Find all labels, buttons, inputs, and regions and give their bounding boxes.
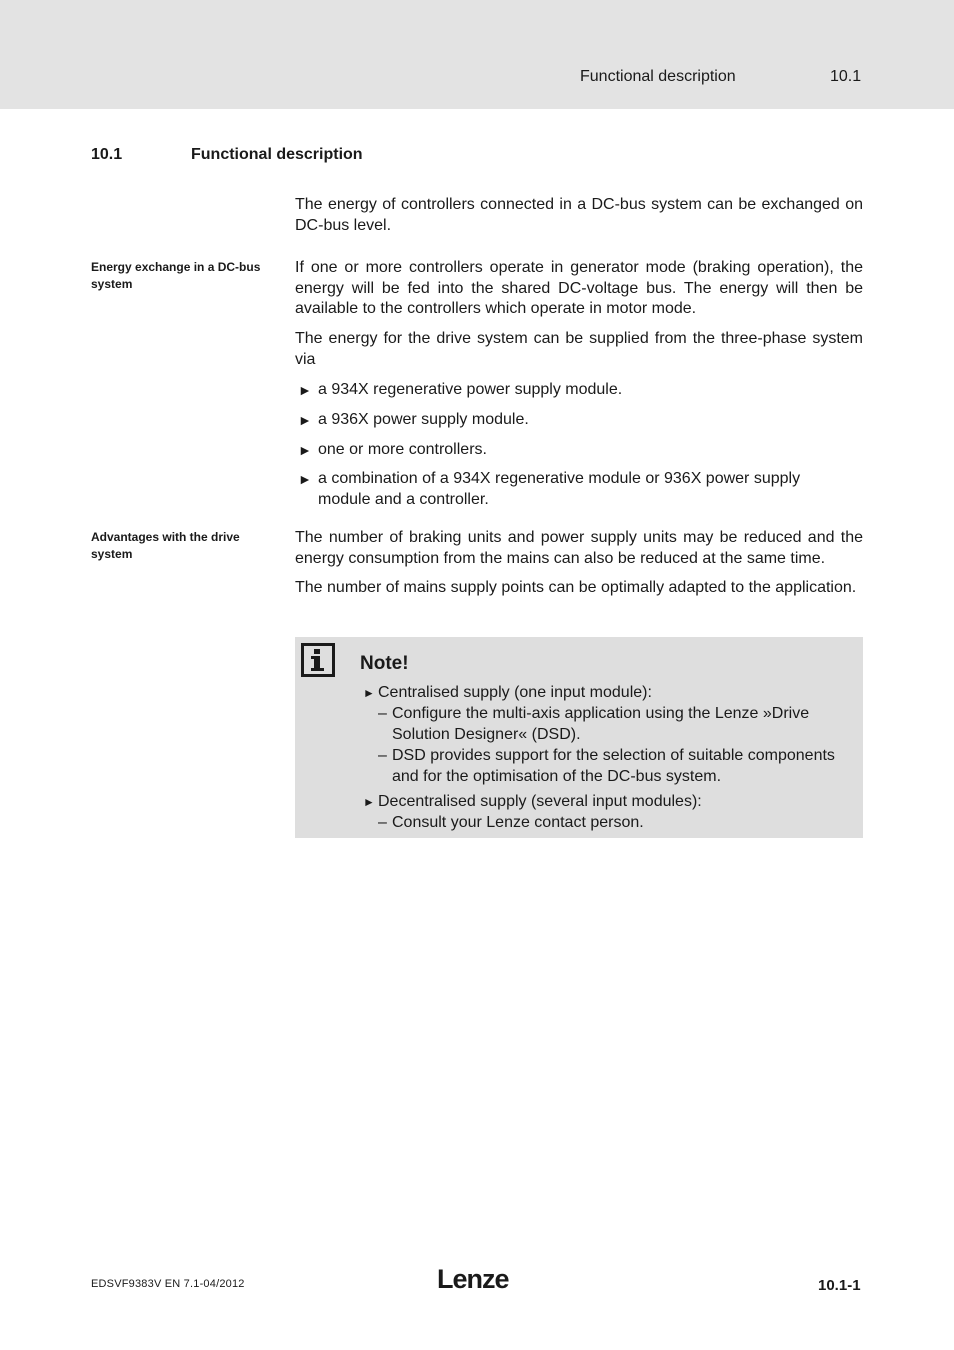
bullet-arrow-icon: ► (298, 382, 312, 398)
page-number: 10.1-1 (818, 1277, 861, 1294)
advantages-paragraph: The number of braking units and power supply units may be reduced and the energy consumption from the mains can also be reduced at the same time. (295, 529, 863, 567)
bullet-arrow-icon: ► (298, 412, 312, 428)
dash-marker: – (378, 747, 387, 764)
header-title: Functional description (580, 68, 736, 85)
info-icon (301, 643, 335, 677)
section-number: 10.1 (91, 146, 123, 163)
list-item: ► a 934X regenerative power supply module. (298, 380, 858, 401)
header-section-number: 10.1 (830, 68, 862, 85)
margin-label-energy-exchange: Energy exchange in a DC-bus system (91, 260, 261, 291)
mains-supply-paragraph: The number of mains supply points can be optimally adapted to the application. (295, 579, 857, 596)
note-box: Note! ► Centralised supply (one input module): – Configure the multi-axis application using the Lenze »Drive Solution Designer« (DSD). – DSD provides support for the selection of suitable components and for the optimisation of the DC-bus system. ► Decentralised supply (several input modules): – Consult your Lenze contact person. (295, 637, 863, 838)
dash-marker: – (378, 705, 387, 722)
bullet-arrow-icon: ► (363, 686, 375, 700)
lenze-logo: Lenze (437, 1264, 509, 1294)
dash-marker: – (378, 814, 387, 831)
section-title: Functional description (191, 146, 363, 163)
footer-document-id: EDSVF9383V EN 7.1-04/2012 (91, 1278, 245, 1290)
energy-exchange-paragraph: If one or more controllers operate in generator mode (braking operation), the energy will be fed into the shared DC-voltage bus. The energy will then be available to the controllers which operate in motor mode. (295, 259, 863, 317)
bullet-arrow-icon: ► (363, 795, 375, 809)
intro-paragraph: The energy of controllers connected in a DC-bus system can be exchanged on DC-bus level. (295, 196, 863, 234)
bullet-arrow-icon: ► (298, 442, 312, 458)
note-title: Note! (360, 653, 409, 674)
margin-label-advantages: Advantages with the drive system (91, 530, 240, 561)
note-item: ► Decentralised supply (several input modules): (363, 792, 702, 813)
bullet-arrow-icon: ► (298, 471, 312, 487)
note-item: ► Centralised supply (one input module): (363, 683, 652, 704)
page-header (0, 0, 954, 109)
list-item: ► a combination of a 934X regenerative module or 936X power supply module and a controller. (298, 469, 858, 510)
list-item: ► a 936X power supply module. (298, 410, 858, 431)
list-item: ► one or more controllers. (298, 440, 858, 461)
energy-supply-paragraph: The energy for the drive system can be supplied from the three-phase system via (295, 330, 863, 368)
